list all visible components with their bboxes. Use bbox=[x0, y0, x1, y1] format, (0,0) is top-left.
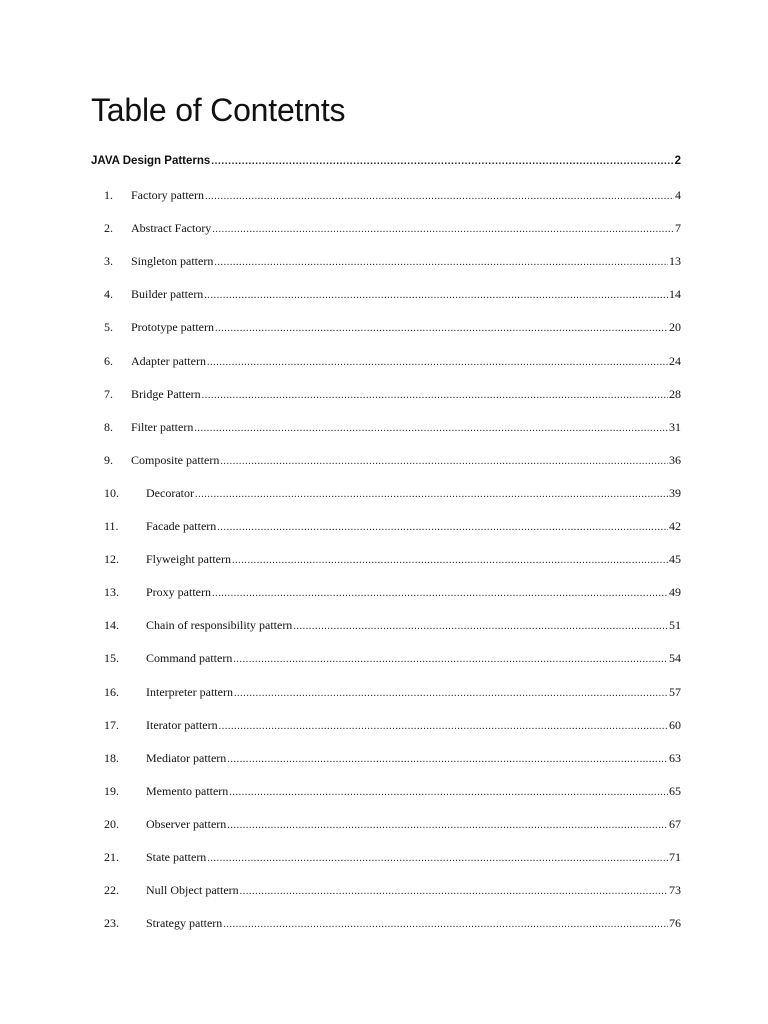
toc-entry-page: 63 bbox=[669, 750, 681, 765]
toc-entry-page: 54 bbox=[669, 651, 681, 666]
toc-entry-number: 7. bbox=[104, 386, 113, 401]
toc-entry-label: Factory pattern bbox=[131, 188, 204, 203]
toc-entry-number: 10. bbox=[104, 485, 119, 500]
toc-entry[interactable] bbox=[91, 916, 681, 949]
toc-entry[interactable] bbox=[91, 188, 681, 221]
toc-entry-number: 15. bbox=[104, 651, 119, 666]
toc-entry[interactable] bbox=[91, 651, 681, 684]
toc-entry[interactable] bbox=[91, 685, 681, 718]
toc-entry-page: 51 bbox=[669, 618, 681, 633]
toc-entry[interactable] bbox=[91, 519, 681, 552]
toc-entry-page: 71 bbox=[669, 849, 681, 864]
toc-leader-dots bbox=[223, 919, 668, 930]
toc-entry[interactable] bbox=[91, 883, 681, 916]
toc-entry[interactable] bbox=[91, 751, 681, 784]
toc-leader-dots bbox=[233, 654, 668, 665]
toc-entry[interactable] bbox=[91, 254, 681, 287]
toc-entry-number: 2. bbox=[104, 221, 113, 236]
toc-entry-page: 31 bbox=[669, 419, 681, 434]
toc-leader-dots bbox=[232, 555, 668, 566]
toc-entry-number: 21. bbox=[104, 849, 119, 864]
toc-entry-label: Prototype pattern bbox=[131, 320, 214, 335]
toc-heading-row[interactable] bbox=[91, 155, 681, 188]
toc-leader-dots bbox=[219, 721, 668, 732]
toc-entry[interactable] bbox=[91, 784, 681, 817]
toc-entry-label: Iterator pattern bbox=[146, 717, 218, 732]
toc-entry-number: 23. bbox=[104, 916, 119, 931]
toc-leader-dots bbox=[211, 156, 673, 167]
toc-entry-page: 20 bbox=[669, 320, 681, 335]
toc-entry-label: Builder pattern bbox=[131, 287, 204, 302]
toc-entry[interactable] bbox=[91, 585, 681, 618]
toc-entry[interactable] bbox=[91, 618, 681, 651]
toc-entry-label: State pattern bbox=[146, 849, 207, 864]
toc-entry-label: Interpreter pattern bbox=[146, 684, 233, 699]
toc-entry-label: Adapter pattern bbox=[131, 353, 206, 368]
toc-entry-page: 76 bbox=[669, 916, 681, 931]
toc-heading-label: JAVA Design Patterns bbox=[91, 155, 211, 167]
toc-entry[interactable] bbox=[91, 486, 681, 519]
toc-leader-dots bbox=[214, 257, 668, 268]
toc-entry-page: 57 bbox=[669, 684, 681, 699]
toc-entry-page: 49 bbox=[669, 585, 681, 600]
toc-leader-dots bbox=[215, 323, 668, 334]
toc-entry-page: 4 bbox=[675, 188, 681, 203]
toc-leader-dots bbox=[212, 588, 668, 599]
toc-entry-page: 39 bbox=[669, 485, 681, 500]
toc-entry-page: 28 bbox=[669, 386, 681, 401]
toc-entry-number: 9. bbox=[104, 452, 113, 467]
toc-entry-number: 3. bbox=[104, 254, 113, 269]
toc-entry-number: 22. bbox=[104, 883, 119, 898]
toc-leader-dots bbox=[204, 290, 668, 301]
toc-entry-number: 1. bbox=[104, 188, 113, 203]
toc-entry-page: 67 bbox=[669, 816, 681, 831]
toc-entry-number: 11. bbox=[104, 519, 119, 534]
toc-leader-dots bbox=[217, 522, 668, 533]
toc-entry-label: Strategy pattern bbox=[146, 916, 223, 931]
toc-entry-label: Null Object pattern bbox=[146, 883, 239, 898]
toc-leader-dots bbox=[207, 853, 668, 864]
toc-entry[interactable] bbox=[91, 817, 681, 850]
toc-entry-number: 6. bbox=[104, 353, 113, 368]
toc-entry-label: Proxy pattern bbox=[146, 585, 211, 600]
toc-entry-label: Facade pattern bbox=[146, 519, 217, 534]
toc-entry-page: 73 bbox=[669, 883, 681, 898]
toc-entry-number: 12. bbox=[104, 552, 119, 567]
toc-entry-number: 5. bbox=[104, 320, 113, 335]
toc-entry[interactable] bbox=[91, 420, 681, 453]
toc-entry-number: 8. bbox=[104, 419, 113, 434]
toc-entry[interactable] bbox=[91, 287, 681, 320]
toc-entry[interactable] bbox=[91, 453, 681, 486]
toc-leader-dots bbox=[205, 191, 674, 202]
toc-leader-dots bbox=[194, 423, 668, 434]
toc-leader-dots bbox=[207, 357, 668, 368]
toc-leader-dots bbox=[240, 886, 668, 897]
toc-entry-label: Flyweight pattern bbox=[146, 552, 231, 567]
toc-entry[interactable] bbox=[91, 320, 681, 353]
toc-entry-page: 42 bbox=[669, 519, 681, 534]
toc-entry-label: Filter pattern bbox=[131, 419, 194, 434]
toc-entry-label: Mediator pattern bbox=[146, 750, 227, 765]
toc-entry[interactable] bbox=[91, 354, 681, 387]
toc-leader-dots bbox=[212, 224, 674, 235]
toc-entry[interactable] bbox=[91, 850, 681, 883]
toc-heading-page: 2 bbox=[674, 155, 681, 167]
toc-entry[interactable] bbox=[91, 718, 681, 751]
toc-entry-number: 4. bbox=[104, 287, 113, 302]
toc-entry-number: 17. bbox=[104, 717, 119, 732]
toc-entry[interactable] bbox=[91, 387, 681, 420]
toc-entry[interactable] bbox=[91, 221, 681, 254]
toc-entry-page: 65 bbox=[669, 783, 681, 798]
toc-entry-number: 16. bbox=[104, 684, 119, 699]
toc-entry-label: Decorator bbox=[146, 485, 194, 500]
toc-entry-label: Chain of responsibility pattern bbox=[146, 618, 293, 633]
toc-entry-number: 13. bbox=[104, 585, 119, 600]
toc-entry[interactable] bbox=[91, 552, 681, 585]
toc-entry-page: 24 bbox=[669, 353, 681, 368]
toc-entry-page: 14 bbox=[669, 287, 681, 302]
toc-leader-dots bbox=[195, 489, 668, 500]
toc-entry-page: 45 bbox=[669, 552, 681, 567]
toc-leader-dots bbox=[202, 390, 668, 401]
toc-leader-dots bbox=[227, 754, 668, 765]
toc-leader-dots bbox=[293, 621, 668, 632]
toc-entry-number: 18. bbox=[104, 750, 119, 765]
page-title: Table of Contetnts bbox=[91, 92, 346, 128]
toc-entry-label: Composite pattern bbox=[131, 452, 220, 467]
toc-entry-label: Abstract Factory bbox=[131, 221, 212, 236]
toc-entry-label: Memento pattern bbox=[146, 783, 229, 798]
toc-leader-dots bbox=[227, 820, 668, 831]
toc-entry-page: 13 bbox=[669, 254, 681, 269]
toc-leader-dots bbox=[229, 787, 668, 798]
toc-leader-dots bbox=[220, 456, 668, 467]
toc-entry-page: 60 bbox=[669, 717, 681, 732]
toc-entry-number: 19. bbox=[104, 783, 119, 798]
toc-entry-label: Singleton pattern bbox=[131, 254, 214, 269]
toc-entry-page: 7 bbox=[675, 221, 681, 236]
table-of-contents bbox=[91, 155, 681, 949]
toc-entry-label: Command pattern bbox=[146, 651, 233, 666]
toc-entry-number: 14. bbox=[104, 618, 119, 633]
toc-entry-page: 36 bbox=[669, 452, 681, 467]
toc-entry-label: Observer pattern bbox=[146, 816, 227, 831]
toc-leader-dots bbox=[234, 688, 668, 699]
toc-entry-label: Bridge Pattern bbox=[131, 386, 201, 401]
toc-entry-number: 20. bbox=[104, 816, 119, 831]
